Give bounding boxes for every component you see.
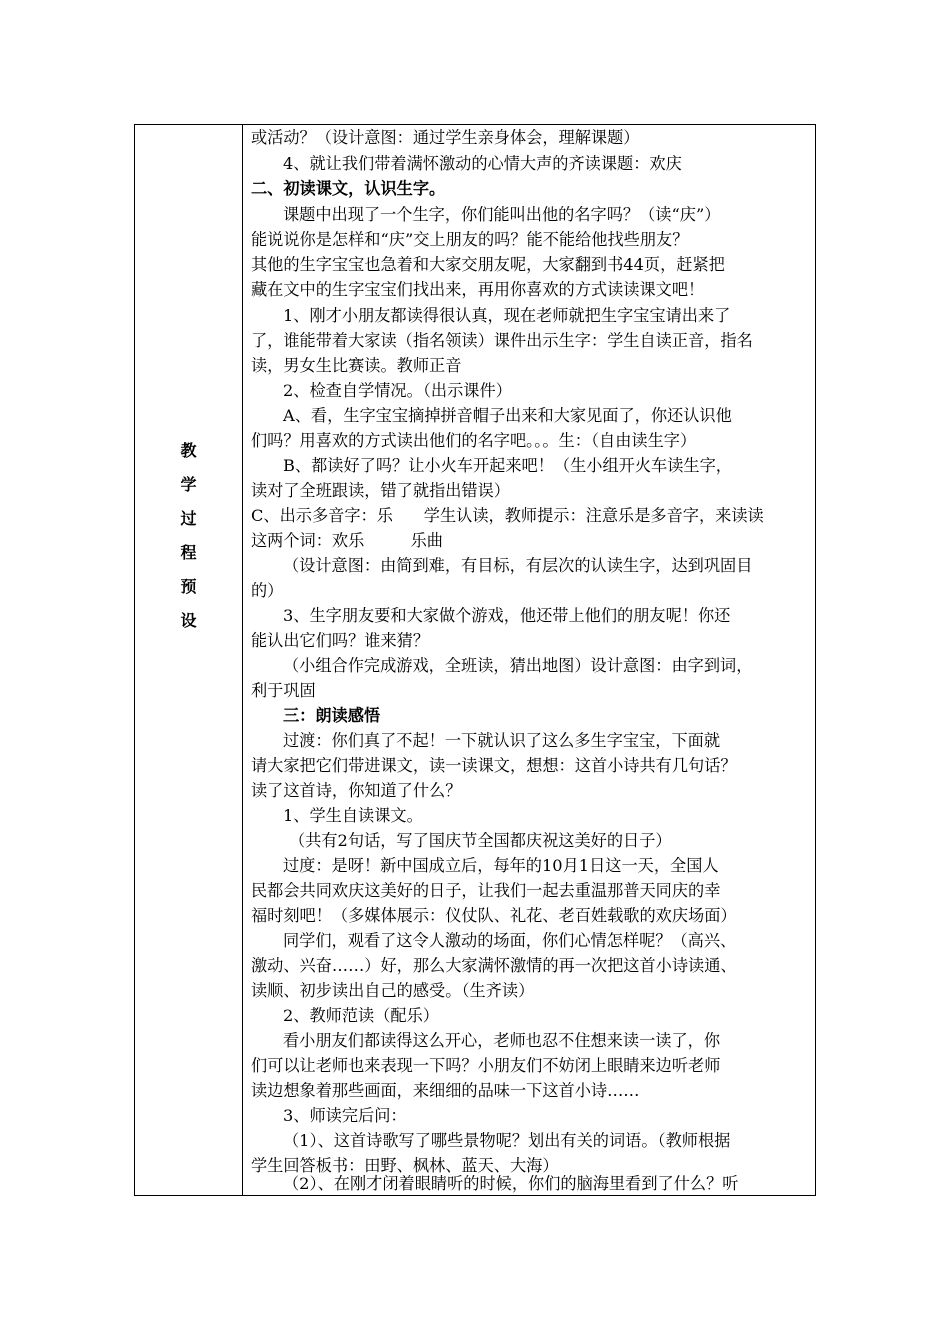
text-line: 的）: [251, 581, 284, 600]
text-line: 课题中出现了一个生字，你们能叫出他的名字吗？（读“庆”）: [283, 205, 721, 224]
lesson-table: [134, 124, 816, 1196]
text-line: 或活动？（设计意图：通过学生亲身体会，理解课题）: [251, 128, 640, 147]
text-line: 1、刚才小朋友都读得很认真，现在老师就把生字宝宝请出来了: [283, 306, 731, 325]
text-line: 看小朋友们都读得这么开心，老师也忍不住想来读一读了，你: [283, 1031, 721, 1050]
text-line: 了，谁能带着大家读（指名领读）课件出示生字：学生自读正音，指名: [251, 331, 753, 350]
text-line: 藏在文中的生字宝宝们找出来，再用你喜欢的方式读读课文吧！: [251, 280, 705, 299]
text-line: 能说说你是怎样和“庆”交上朋友的吗？能不能给他找些朋友？: [251, 230, 689, 249]
text-line: 这两个词：欢乐 乐曲: [251, 531, 443, 550]
text-line: 请大家把它们带进课文，读一读课文，想想：这首小诗共有几句话？: [251, 756, 737, 775]
text-line: （设计意图：由简到难，有目标，有层次的认读生字，达到巩固目: [283, 556, 753, 575]
section-heading: 三：朗读感悟: [283, 706, 381, 725]
section-heading: 二、初读课文，认识生字。: [251, 179, 446, 198]
text-line: 利于巩固: [251, 681, 316, 700]
text-line: （小组合作完成游戏，全班读，猜出地图）设计意图：由字到词，: [283, 656, 753, 675]
label-char: 设: [180, 611, 197, 630]
text-line: 2、教师范读（配乐）: [283, 1006, 439, 1025]
text-line: 读边想象着那些画面，来细细的品味一下这首小诗……: [251, 1081, 640, 1100]
text-line: 4、就让我们带着满怀激动的心情大声的齐读课题：欢庆: [283, 154, 682, 173]
text-line: 读，男女生比赛读。教师正音: [251, 356, 462, 375]
text-line: 们吗？用喜欢的方式读出他们的名字吧。。。生：（自由读生字）: [251, 431, 697, 450]
text-line: 1、学生自读课文。: [283, 806, 423, 825]
text-line: 学生回答板书：田野、枫林、蓝天、大海）: [251, 1156, 559, 1175]
text-line: 读顺、初步读出自己的感受。（生齐读）: [251, 981, 535, 1000]
label-char: 教: [180, 441, 197, 460]
text-line: 们可以让老师也来表现一下吗？小朋友们不妨闭上眼睛来边听老师: [251, 1056, 721, 1075]
column-divider: [242, 125, 243, 1195]
label-char: 预: [180, 577, 197, 596]
text-line: A、看，生字宝宝摘掉拼音帽子出来和大家见面了，你还认识他: [283, 406, 732, 425]
text-line: B、都读好了吗？让小火车开起来吧！（生小组开火车读生字，: [283, 456, 732, 475]
text-line: C、出示多音字：乐 学生认读，教师提示：注意乐是多音字，来读读: [251, 506, 764, 525]
text-line: 过度：是呀！新中国成立后，每年的10月1日这一天，全国人: [283, 856, 719, 875]
text-line: 过渡：你们真了不起！一下就认识了这么多生字宝宝，下面就: [283, 731, 721, 750]
label-char: 程: [180, 543, 197, 562]
text-line: 其他的生字宝宝也急着和大家交朋友呢，大家翻到书44页，赶紧把: [251, 255, 725, 274]
text-line: （共有2句话，写了国庆节全国都庆祝这美好的日子）: [289, 831, 672, 850]
text-line: 读了这首诗，你知道了什么？: [251, 781, 462, 800]
label-char: 过: [180, 509, 197, 528]
text-line: 民都会共同欢庆这美好的日子，让我们一起去重温那普天同庆的幸: [251, 881, 721, 900]
text-line: 2、检查自学情况。（出示课件）: [283, 381, 512, 400]
text-line: 能认出它们吗？谁来猜？: [251, 631, 430, 650]
section-label: [135, 125, 242, 1195]
text-line: 3、生字朋友要和大家做个游戏，他还带上他们的朋友呢！你还: [283, 606, 731, 625]
label-char: 学: [180, 475, 197, 494]
text-line: 激动、兴奋……）好，那么大家满怀激情的再一次把这首小诗读通、: [251, 956, 737, 975]
text-line: 3、师读完后问：: [283, 1106, 407, 1125]
text-line: 同学们，观看了这令人激动的场面，你们心情怎样呢？（高兴、: [283, 931, 737, 950]
text-line: （2）、在刚才闭着眼睛听的时候，你们的脑海里看到了什么？听: [283, 1174, 739, 1193]
text-line: 读对了全班跟读，错了就指出错误）: [251, 481, 510, 500]
text-line: 福时刻吧！（多媒体展示：仪仗队、礼花、老百姓载歌的欢庆场面）: [251, 906, 737, 925]
text-line: （1）、这首诗歌写了哪些景物呢？划出有关的词语。（教师根据: [283, 1131, 731, 1150]
